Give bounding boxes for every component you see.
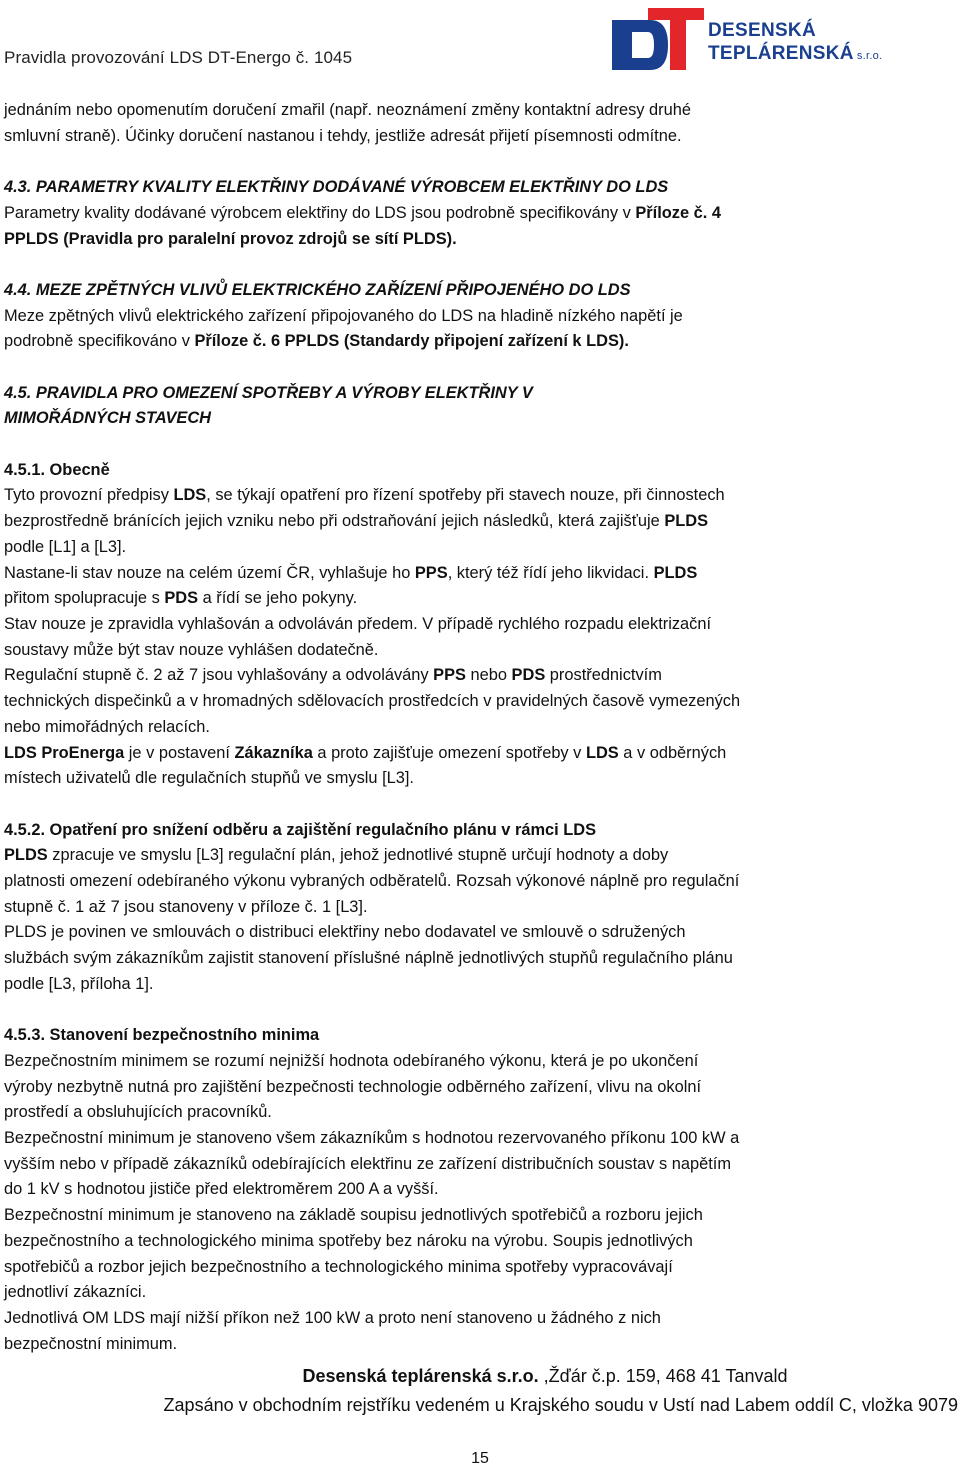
document-body xyxy=(4,98,954,1357)
paragraph-line: Bezpečnostní minimum je stanoveno všem zákazníkům s hodnotou rezervovaného příkonu 100 kW a xyxy=(4,1129,740,1148)
paragraph-line: Meze zpětných vlivů elektrického zařízení připojovaného do LDS na hladině nízkého napětí je xyxy=(4,306,683,325)
paragraph-line: PPLDS (Pravidla pro paralelní provoz zdrojů se sítí PLDS). xyxy=(4,229,457,248)
paragraph-line: Tyto provozní předpisy LDS, se týkají opatření pro řízení spotřeby při stavech nouze, při činnostech xyxy=(4,486,725,505)
paragraph-line: platnosti omezení odebíraného výkonu vybraných odběratelů. Rozsah výkonové náplně pro regulační xyxy=(4,872,740,891)
paragraph-line: přitom spolupracuje s PDS a řídí se jeho pokyny. xyxy=(4,589,358,608)
paragraph-line: Nastane-li stav nouze na celém území ČR, vyhlašuje ho PPS, který též řídí jeho likvidaci. PLDS xyxy=(4,563,698,582)
paragraph-line: podle [L3, příloha 1]. xyxy=(4,974,154,993)
paragraph-line: službách svým zákazníkům zajistit stanovení příslušné náplně jednotlivých stupňů regulačního plánu xyxy=(4,949,733,968)
paragraph-line: PLDS je povinen ve smlouvách o distribuci elektřiny nebo dodavatel ve smlouvě o sdružených xyxy=(4,923,686,942)
paragraph-line: do 1 kV s hodnotou jističe před elektroměrem 200 A a vyšší. xyxy=(4,1180,439,1199)
section-heading-4-4: 4.4. MEZE ZPĚTNÝCH VLIVŮ ELEKTRICKÉHO ZAŘÍZENÍ PŘIPOJENÉHO DO LDS xyxy=(4,280,631,299)
paragraph-line: vyšším nebo v případě zákazníků odebírajících elektřinu ze zařízení distribučních soustav s napětím xyxy=(4,1154,732,1173)
paragraph-line: Regulační stupně č. 2 až 7 jsou vyhlašovány a odvolávány PPS nebo PDS prostřednictvím xyxy=(4,666,662,685)
header-title: Pravidla provozování LDS DT-Energo č. 1045 xyxy=(4,48,353,67)
section-heading-4-5-3: 4.5.3. Stanovení bezpečnostního minima xyxy=(4,1026,320,1045)
paragraph-line: Bezpečnostním minimem se rozumí nejnižší hodnota odebíraného výkonu, která je po ukončení xyxy=(4,1051,699,1070)
paragraph-line: spotřebičů a rozbor jejich bezpečnostního a technologického minima spotřeby vypracovávají xyxy=(4,1257,673,1276)
paragraph-line: podrobně specifikováno v Příloze č. 6 PPLDS (Standardy připojení zařízení k LDS). xyxy=(4,332,629,351)
paragraph-line: LDS ProEnerga je v postavení Zákazníka a proto zajišťuje omezení spotřeby v LDS a v odběrných xyxy=(4,743,727,762)
paragraph-line: bezpečnostního a technologického minima spotřeby bez nároku na výrobu. Soupis jednotlivých xyxy=(4,1231,693,1250)
paragraph-line: jednotliví zákazníci. xyxy=(4,1283,147,1302)
paragraph-line: Stav nouze je zpravidla vyhlašován a odvoláván předem. V případě rychlého rozpadu elektrizační xyxy=(4,615,712,633)
logo-text-line2 xyxy=(708,43,882,65)
paragraph-line: Bezpečnostní minimum je stanoveno na základě soupisu jednotlivých spotřebičů a rozboru jejich xyxy=(4,1206,703,1225)
logo-suffix: s.r.o. xyxy=(856,50,883,62)
paragraph-line: stupně č. 1 až 7 jsou stanoveny v příloze č. 1 [L3]. xyxy=(4,897,368,916)
section-heading-4-3: 4.3. PARAMETRY KVALITY ELEKTŘINY DODÁVANÉ VÝROBCEM ELEKTŘINY DO LDS xyxy=(4,178,669,197)
intro-line: jednáním nebo opomenutím doručení zmařil (např. neoznámení změny kontaktní adresy druhé xyxy=(4,101,691,119)
paragraph-line: prostředí a obsluhujících pracovníků. xyxy=(4,1103,272,1122)
paragraph-line: technických dispečinků a v hromadných sdělovacích prostředcích v pravidelných časově vymezených xyxy=(4,692,741,711)
section-heading-4-5-2: 4.5.2. Opatření pro snížení odběru a zajištění regulačního plánu v rámci LDS xyxy=(4,820,597,839)
page-number: 15 xyxy=(471,1450,489,1467)
footer-register-line: Zapsáno v obchodním rejstříku vedeném u Krajského soudu v Ustí nad Labem oddíl C, vložka 9079 xyxy=(163,1395,958,1415)
paragraph-line: Parametry kvality dodávané výrobcem elektřiny do LDS jsou podrobně specifikovány v Příloze č. 4 xyxy=(4,203,721,222)
paragraph-line: místech uživatelů dle regulačních stupňů ve smyslu [L3]. xyxy=(4,769,414,788)
paragraph-line: Jednotlivá OM LDS mají nižší příkon než 100 kW a proto není stanoveno u žádného z nich xyxy=(4,1308,661,1327)
section-heading-4-5: 4.5. PRAVIDLA PRO OMEZENÍ SPOTŘEBY A VÝROBY ELEKTŘINY V xyxy=(4,383,533,402)
paragraph-line: PLDS zpracuje ve smyslu [L3] regulační plán, jehož jednotlivé stupně určují hodnoty a doby xyxy=(4,846,669,865)
paragraph-line: soustavy může být stav nouze vyhlášen dodatečně. xyxy=(4,640,379,659)
logo-text-line1: DESENSKÁ xyxy=(708,20,816,41)
section-heading-4-5-cont: MIMOŘÁDNÝCH STAVECH xyxy=(4,409,212,428)
paragraph-line: bezprostředně bránících jejich vzniku nebo při odstraňování jejich následků, která zajišťuje PLDS xyxy=(4,512,709,531)
intro-line: smluvní straně). Účinky doručení nastanou i tehdy, jestliže adresát přijetí písemnosti odmítne. xyxy=(4,126,682,145)
section-heading-4-5-1: 4.5.1. Obecně xyxy=(4,460,110,479)
footer-company-line xyxy=(0,1366,960,1387)
logo-text-line2-main: TEPLÁRENSKÁ xyxy=(708,43,854,64)
paragraph-line: podle [L1] a [L3]. xyxy=(4,537,127,556)
footer-company-name: Desenská teplárenská s.r.o. xyxy=(302,1366,539,1386)
paragraph-line: výroby nezbytně nutná pro zajištění bezpečnosti technologie odběrného zařízení, vlivu na okolní xyxy=(4,1077,702,1096)
paragraph-line: bezpečnostní minimum. xyxy=(4,1334,178,1353)
footer-address: ,Žďár č.p. 159, 468 41 Tanvald xyxy=(538,1366,788,1386)
company-logo xyxy=(612,6,902,72)
dt-logo-mark xyxy=(612,6,704,72)
paragraph-line: nebo mimořádných relacích. xyxy=(4,717,210,736)
